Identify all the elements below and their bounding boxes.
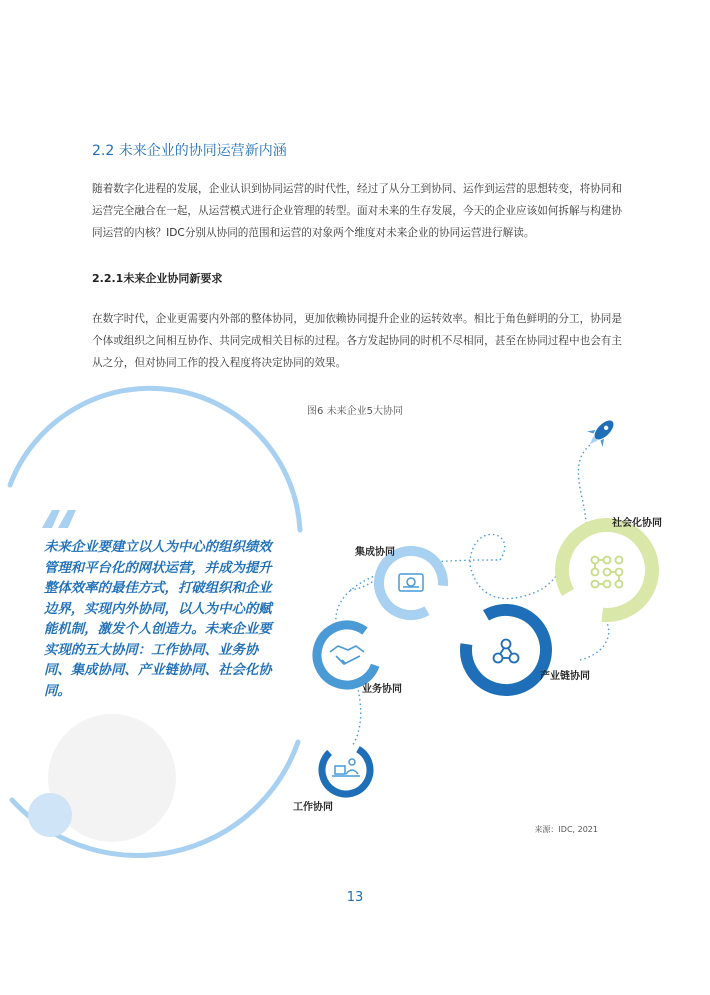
quote-text: 未来企业要建立以人为中心的组织绩效管理和平台化的网状运营，并成为提升整体效率的最佳方式，打破组织和企业边界，实现内外协同，以人为中心的赋能机制，激发个人创造力。未来企业要实现的五大协同：工作协同、业务协同、集成协同、产业链协同、社会化协同。 bbox=[44, 540, 272, 699]
quote-mark-icon bbox=[42, 510, 76, 528]
business-label: 业务协同 bbox=[362, 684, 402, 695]
source-note: 来源：IDC, 2021 bbox=[534, 825, 598, 834]
big-left-arc bbox=[10, 388, 300, 530]
subsection-title: 2.2.1未来企业协同新要求 bbox=[92, 272, 223, 285]
page-number: 13 bbox=[346, 890, 364, 905]
work-label: 工作协同 bbox=[293, 802, 333, 813]
small-bubble bbox=[28, 793, 72, 837]
figure-caption: 图6 未来企业5大协同 bbox=[307, 406, 403, 417]
subsection-paragraph: 在数字时代，企业更需要内外部的整体协同，更加依赖协同提升企业的运转效率。相比于角色鲜明的分工，协同是个体或组织之间相互协作、共同完成相关目标的过程。各方发起协同的时机不尽相同，甚至在协同过程中也会有主从之分，但对协同工作的投入程度将决定协同的效果。 bbox=[92, 313, 622, 369]
section-paragraph: 随着数字化进程的发展，企业认识到协同运营的时代性，经过了从分工到协同、运作到运营的思想转变，将协同和运营完全融合在一起，从运营模式进行企业管理的转型。面对未来的生存发展，今天的企业应该如何拆解与构建协同运营的内核？IDC分别从协同的范围和运营的对象两个维度对未来企业的协同运营进行解读。 bbox=[92, 183, 622, 239]
industry-chain-node bbox=[451, 595, 560, 704]
section-title: 2.2 未来企业的协同运营新内涵 bbox=[92, 143, 287, 159]
rocket-icon bbox=[582, 414, 620, 452]
work-node bbox=[313, 737, 379, 803]
dotted-connector-3 bbox=[580, 620, 609, 660]
industry-chain-label: 产业链协同 bbox=[540, 671, 590, 682]
social-label: 社会化协同 bbox=[612, 518, 662, 529]
integration-label: 集成协同 bbox=[355, 547, 395, 558]
dotted-connector bbox=[336, 445, 590, 755]
